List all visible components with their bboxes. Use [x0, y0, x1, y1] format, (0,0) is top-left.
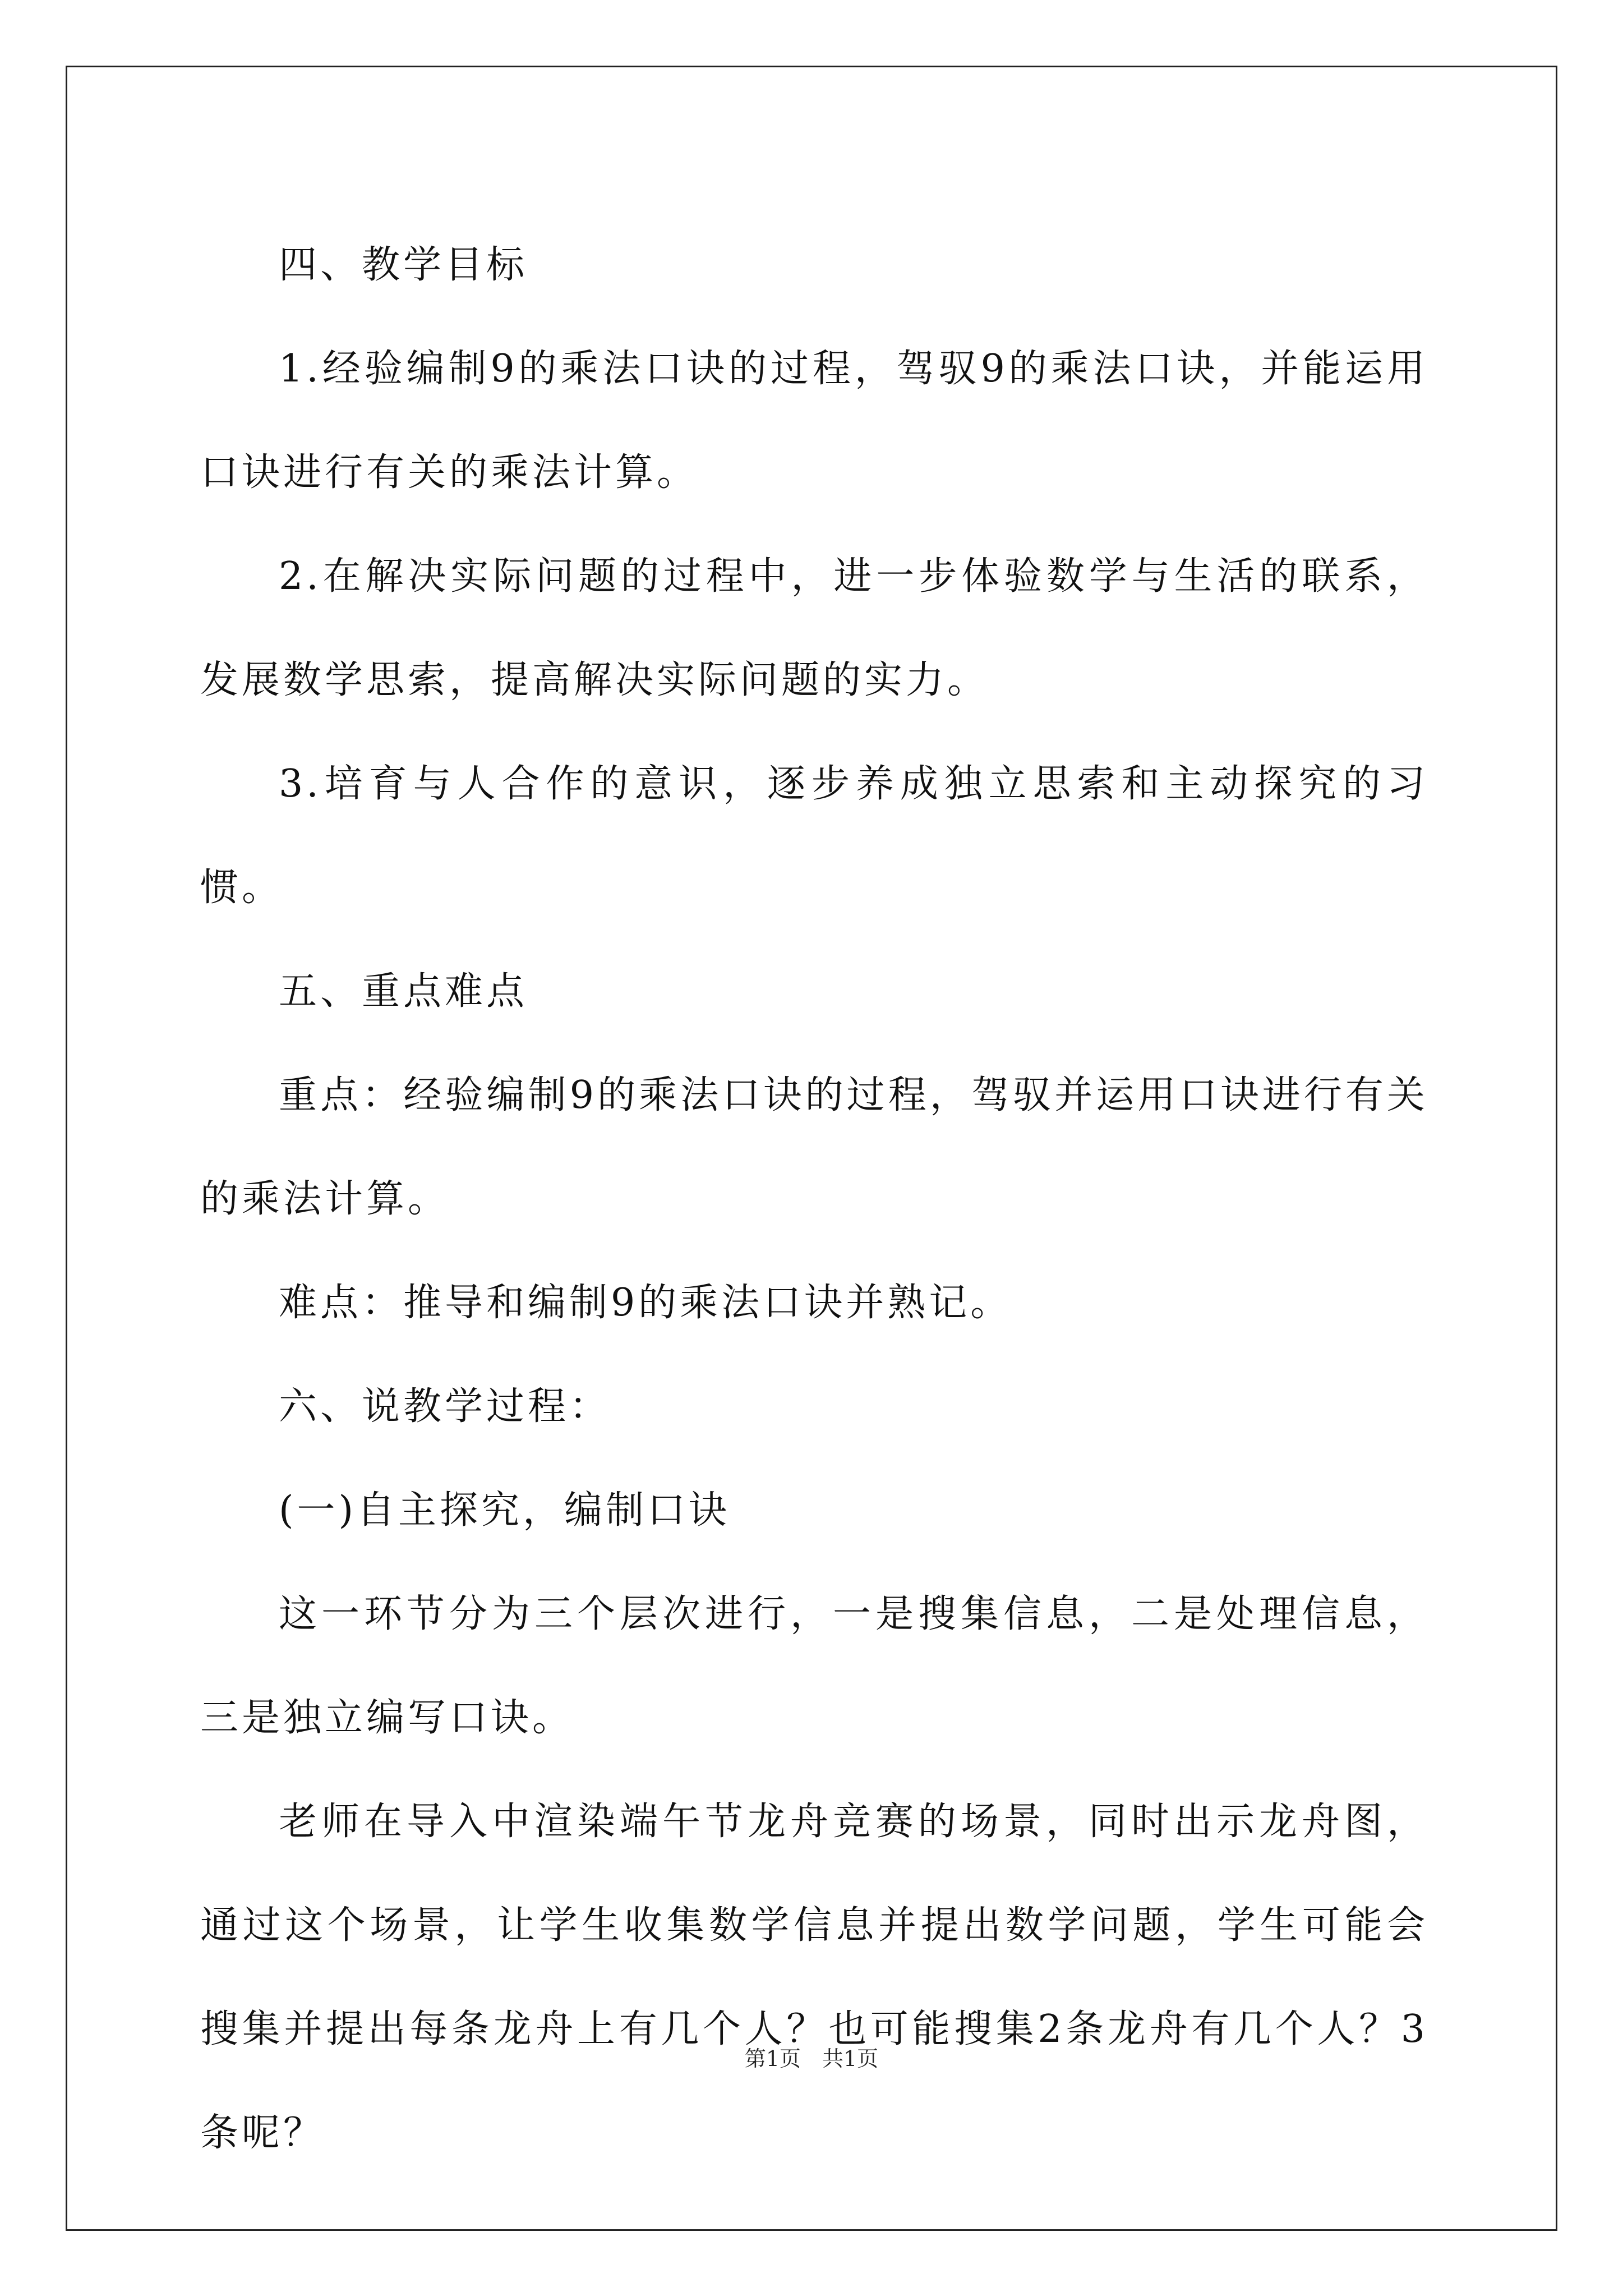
goal-item-2: 2.在解决实际问题的过程中，进一步体验数学与生活的联系，发展数学思索，提高解决实际问题的实力。	[200, 554, 1428, 702]
key-point-paragraph: 重点：经验编制9的乘法口诀的过程，驾驭并运用口诀进行有关的乘法计算。	[200, 1073, 1428, 1221]
difficulty-paragraph: 难点：推导和编制9的乘法口诀并熟记。	[279, 1281, 1012, 1325]
page-footer: 第1页 共1页	[744, 2046, 879, 2071]
goal-item-3: 3.培育与人合作的意识，逐步养成独立思索和主动探究的习惯。	[200, 762, 1428, 910]
document-body	[200, 213, 1428, 2185]
section-heading-key-points: 五、重点难点	[279, 969, 528, 1014]
goal-item-1: 1.经验编制9的乘法口诀的过程，驾驭9的乘法口诀，并能运用口诀进行有关的乘法计算。	[200, 347, 1428, 495]
body-paragraph-dragon-boat: 老师在导入中渲染端午节龙舟竞赛的场景，同时出示龙舟图，通过这个场景，让学生收集数学信息并提出数学问题，学生可能会搜集并提出每条龙舟上有几个人？也可能搜集2条龙舟有几个人？3条呢？	[200, 1800, 1428, 2155]
section-heading-teaching-process: 六、说教学过程：	[279, 1384, 611, 1429]
body-paragraph-levels: 这一环节分为三个层次进行，一是搜集信息，二是处理信息，三是独立编写口诀。	[200, 1592, 1428, 1740]
section-heading-teaching-goals: 四、教学目标	[279, 243, 528, 287]
subsection-heading-explore: (一)自主探究，编制口诀	[279, 1488, 731, 1533]
